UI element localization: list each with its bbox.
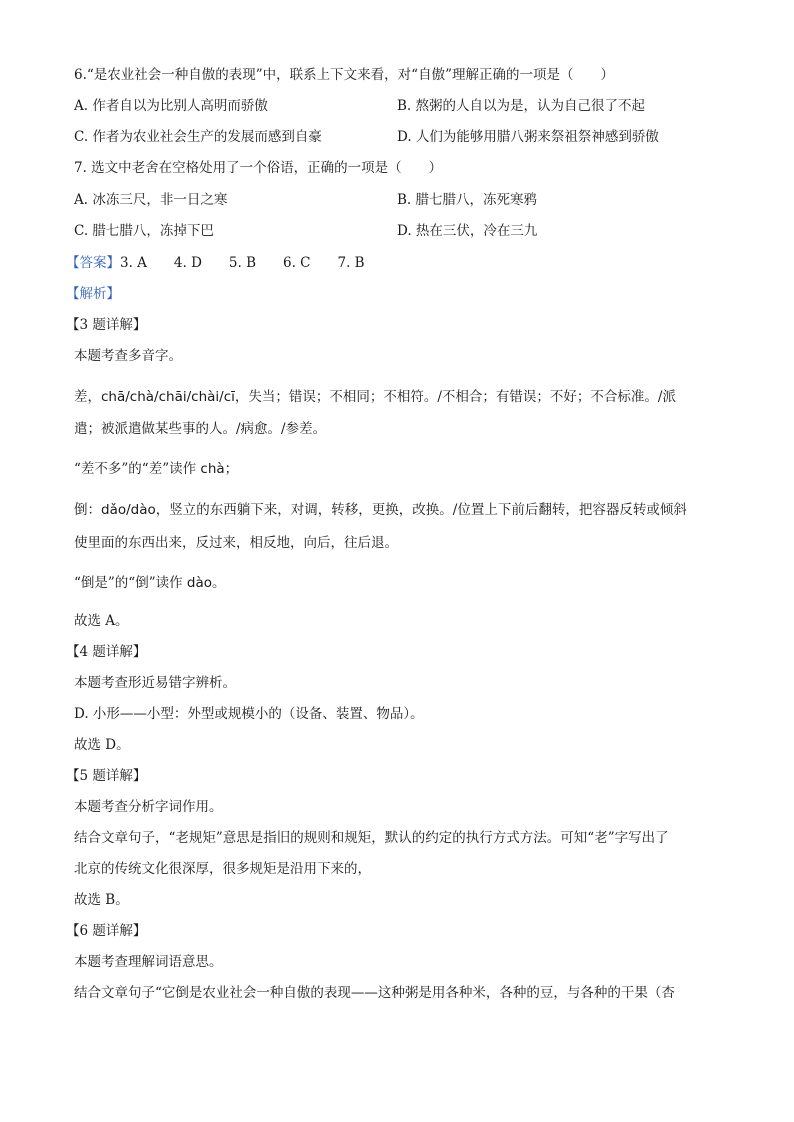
q6-stem: 6.“是农业社会一种自傲的表现”中，联系上下文来看，对“自傲”理解正确的一项是（ ） <box>74 67 614 83</box>
q3-cha-definition-line1 <box>74 388 676 406</box>
q7-option-a: A. 冰冻三尺，非一日之寒 <box>74 192 228 208</box>
q3-explain-title: 【3 题详解】 <box>66 317 147 333</box>
q6-option-b: B. 熬粥的人自以为是，认为自己很了不起 <box>397 98 646 114</box>
q5-explain-line1: 结合文章句子，“老规矩”意思是指旧的规则和规矩，默认的约定的执行方式方法。可知“老”字写出了 <box>74 830 669 846</box>
q4-conclusion: 故选 D。 <box>74 737 130 753</box>
answer-label: 【答案】 <box>66 255 120 271</box>
cha-reading-text: “差不多”的“差”读作 <box>74 461 201 477</box>
q5-conclusion: 故选 B。 <box>74 892 129 908</box>
dao-definition-text: ，竖立的东西躺下来，对调，转移，更换，改换。/位置上下前后翻转，把容器反转或倾斜 <box>155 502 687 518</box>
q3-cha-definition-line2: 遣；被派遣做某些事的人。/病愈。/参差。 <box>74 421 327 437</box>
q7-option-c: C. 腊七腊八，冻掉下巴 <box>74 223 214 239</box>
cha-reading-pinyin: chà <box>200 461 225 477</box>
dao-reading-pinyin: dào <box>186 575 213 591</box>
cha-char: 差， <box>74 389 101 405</box>
analysis-label: 【解析】 <box>66 286 120 302</box>
answer-values: 3. A 4. D 5. B 6. C 7. B <box>120 255 365 271</box>
q7-option-b: B. 腊七腊八，冻死寒鸦 <box>397 192 538 208</box>
dao-char: 倒： <box>74 502 101 518</box>
q6-explain-intro: 本题考查理解词语意思。 <box>74 954 223 970</box>
q4-explain-title: 【4 题详解】 <box>66 644 147 660</box>
q6-option-c: C. 作者为农业社会生产的发展而感到自豪 <box>74 129 322 145</box>
q5-explain-title: 【5 题详解】 <box>66 768 147 784</box>
q4-explain-intro: 本题考查形近易错字辨析。 <box>74 675 236 691</box>
dao-pinyin: dǎo/dào <box>101 502 156 518</box>
dao-reading-text: “倒是”的“倒”读作 <box>74 575 187 591</box>
q5-explain-line2: 北京的传统文化很深厚，很多规矩是沿用下来的， <box>74 861 371 877</box>
q6-option-d: D. 人们为能够用腊八粥来祭祖祭神感到骄傲 <box>397 129 659 145</box>
cha-reading-tail: ； <box>224 461 239 477</box>
dao-reading-tail: 。 <box>212 575 226 591</box>
answer-line <box>66 254 365 272</box>
q7-option-d: D. 热在三伏，冷在三九 <box>397 223 538 239</box>
cha-pinyin: chā/chà/chāi/chài/cī <box>101 389 235 405</box>
q7-stem: 7. 选文中老舍在空格处用了一个俗语，正确的一项是（ ） <box>74 160 443 176</box>
q6-explain-title: 【6 题详解】 <box>66 923 147 939</box>
q5-explain-intro: 本题考查分析字词作用。 <box>74 799 223 815</box>
q4-explain-detail: D. 小形——小型：外型或规模小的（设备、装置、物品）。 <box>74 706 424 722</box>
q3-dao-reading <box>74 574 226 592</box>
q3-cha-reading <box>74 460 238 478</box>
q6-explain-line1: 结合文章句子“它倒是农业社会一种自傲的表现——这种粥是用各种米，各种的豆，与各种的干果（杏 <box>74 985 675 1001</box>
cha-definition-text: ，失当；错误；不相同；不相符。/不相合；有错误；不好；不合标准。/派 <box>234 389 676 405</box>
q6-option-a: A. 作者自以为比别人高明而骄傲 <box>74 98 268 114</box>
q3-dao-definition-line1 <box>74 501 687 519</box>
q3-dao-definition-line2: 使里面的东西出来，反过来，相反地，向后，往后退。 <box>74 535 398 551</box>
q3-conclusion: 故选 A。 <box>74 613 129 629</box>
q3-explain-intro: 本题考查多音字。 <box>74 348 182 364</box>
